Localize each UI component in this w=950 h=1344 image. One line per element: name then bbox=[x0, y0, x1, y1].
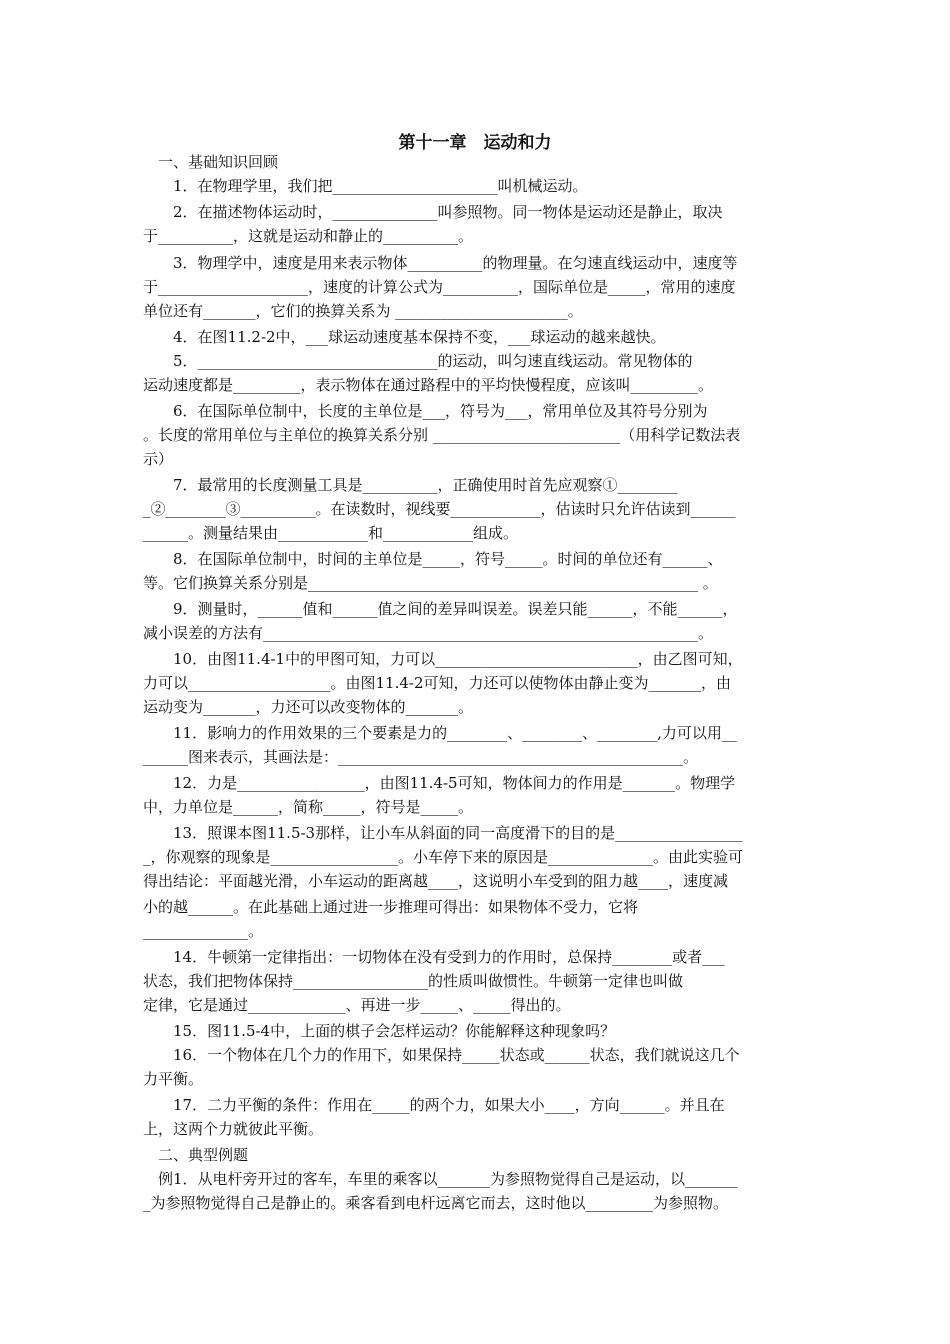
text-line: 10．由图11.4-1中的甲图可知，力可以___________________________，由乙图可知， bbox=[143, 650, 743, 668]
text-line: 13．照课本图11.5-3那样，让小车从斜面的同一高度滑下的目的是_________________ bbox=[143, 824, 743, 842]
text-line: 6．在国际单位制中，长度的主单位是___，符号为___，常用单位及其符号分别为 bbox=[143, 402, 708, 420]
text-line: 示） bbox=[143, 450, 174, 468]
text-line: 力可以___________________。由图11.4-2可知，力还可以使物体由静止变为_______，由 bbox=[143, 674, 732, 692]
text-line: 14．牛顿第一定律指出：一切物体在没有受到力的作用时，总保持________或者___ bbox=[143, 948, 725, 966]
text-line: 小的越______。在此基础上通过进一步推理可得出：如果物体不受力，它将 bbox=[143, 898, 639, 916]
text-line: 11．影响力的作用效果的三个要素是力的________、________、________,力可以用__ bbox=[143, 724, 737, 742]
text-line: 8．在国际单位制中，时间的主单位是_____，符号_____。时间的单位还有______、 bbox=[143, 550, 723, 568]
text-line: 运动变为_______，力还可以改变物体的_______。 bbox=[143, 698, 474, 716]
text-line: 。长度的常用单位与主单位的换算关系分别 _________________________（用科学记数法表 bbox=[143, 426, 741, 444]
text-line: 于____________________，速度的计算公式为__________，国际单位是_____，常用的速度 bbox=[143, 278, 736, 296]
text-line: _为参照物觉得自己是静止的。乘客看到电杆远离它而去，这时他以_________为参照物。 bbox=[143, 1194, 729, 1212]
text-line: 4．在图11.2-2中，___球运动速度基本保持不变，___球运动的越来越快。 bbox=[143, 328, 666, 346]
text-line: 单位还有_______，它们的换算关系为 _______________________。 bbox=[143, 302, 583, 320]
text-line: 定律，它是通过_____________、再进一步_____、_____得出的。 bbox=[143, 996, 571, 1014]
text-line: _，你观察的现象是_________________。小车停下来的原因是______________。由此实验可 bbox=[143, 848, 744, 866]
text-line: 于__________，这就是运动和静止的__________。 bbox=[143, 227, 474, 245]
text-line: 运动速度都是_________，表示物体在通过路程中的平均快慢程度，应该叫_________。 bbox=[143, 376, 714, 394]
text-line: 一、基础知识回顾 bbox=[143, 153, 279, 171]
text-line: 等。它们换算关系分别是____________________________________________________ 。 bbox=[143, 574, 718, 592]
text-line: _②________③__________。在读数时，视线要____________，估读时只允许估读到______ bbox=[143, 500, 736, 518]
text-line: 12．力是_________________，由图11.4-5可知，物体间力的作用是_______。物理学 bbox=[143, 774, 736, 792]
text-line: 上，这两个力就彼此平衡。 bbox=[143, 1120, 324, 1138]
text-line: 16．一个物体在几个力的作用下，如果保持_____状态或______状态，我们就说这几个 bbox=[143, 1046, 740, 1064]
text-line: ______________。 bbox=[143, 922, 264, 940]
text-line: ______图来表示，其画法是：______________________________________________。 bbox=[143, 748, 699, 766]
text-line: 7．最常用的长度测量工具是__________，正确使用时首先应观察①________ bbox=[143, 476, 678, 494]
text-line: 17．二力平衡的条件：作用在_____的两个力，如果大小____，方向______。并且在 bbox=[143, 1096, 725, 1114]
text-line: 15．图11.5-4中，上面的棋子会怎样运动？你能解释这种现象吗？ bbox=[143, 1022, 616, 1040]
text-line: 减小误差的方法有__________________________________________________________。 bbox=[143, 624, 714, 642]
text-line: 例1．从电杆旁开过的客车，车里的乘客以_______为参照物觉得自己是运动，以_______ bbox=[143, 1170, 738, 1188]
text-line: 2．在描述物体运动时，______________叫参照物。同一物体是运动还是静止，取决 bbox=[143, 203, 723, 221]
text-line: 力平衡。 bbox=[143, 1070, 204, 1088]
text-line: ______。测量结果由____________和____________组成。 bbox=[143, 524, 519, 542]
text-line: 5．________________________________的运动，叫匀速直线运动。常见物体的 bbox=[143, 352, 693, 370]
chapter-title: 第十一章 运动和力 bbox=[398, 133, 552, 153]
text-line: 1．在物理学里，我们把______________________叫机械运动。 bbox=[143, 177, 588, 195]
text-line: 中，力单位是______，简称_____，符号是_____。 bbox=[143, 798, 474, 816]
text-line: 9．测量时，______值和______值之间的差异叫误差。误差只能______，不能______， bbox=[143, 600, 738, 618]
text-line: 状态，我们把物体保持__________________的性质叫做惯性。牛顿第一定律也叫做 bbox=[143, 972, 684, 990]
text-line: 得出结论：平面越光滑，小车运动的距离越____，这说明小车受到的阻力越____，速度减 bbox=[143, 872, 729, 890]
text-line: 二、典型例题 bbox=[143, 1146, 249, 1164]
text-line: 3．物理学中，速度是用来表示物体__________的物理量。在匀速直线运动中，速度等 bbox=[143, 254, 738, 272]
